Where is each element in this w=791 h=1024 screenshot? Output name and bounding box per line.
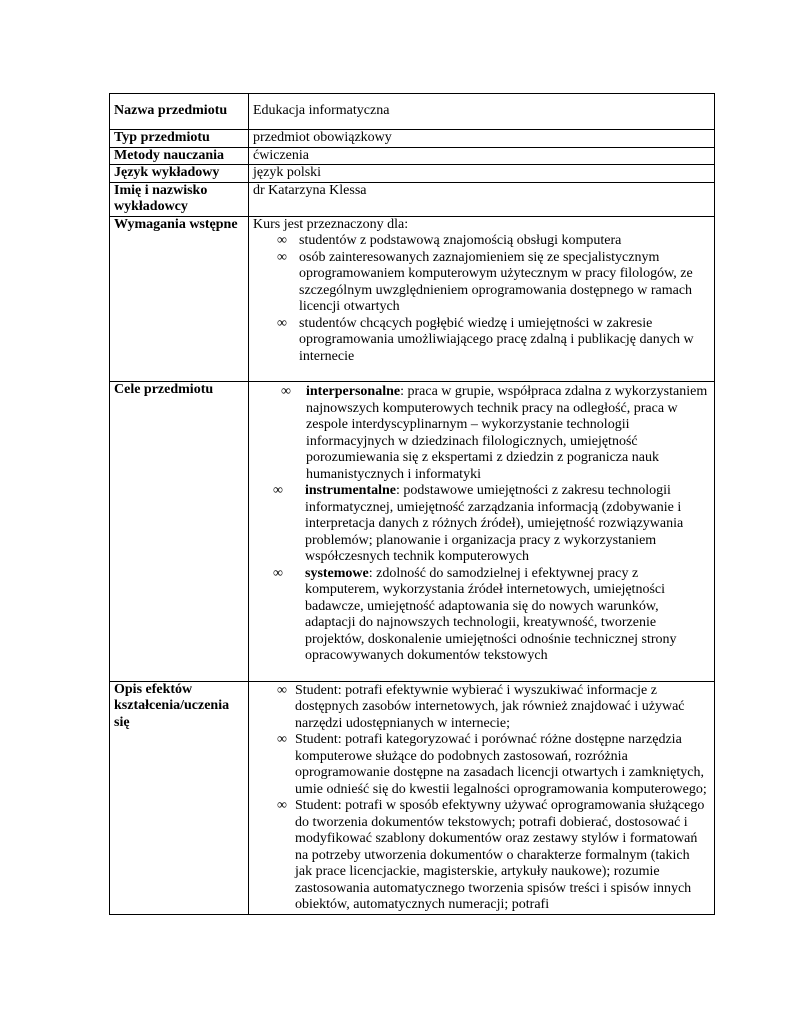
label-efekty-ksztalcenia: Opis efektów kształcenia/uczenia się [110, 681, 249, 914]
label-nazwa-przedmiotu: Nazwa przedmiotu [110, 94, 249, 130]
list-item: ∞ Student: potrafi kategoryzować i porównać różne dostępne narzędzia komputerowe służące do podobnych zastosowań, rozróżnia oprogramowanie dostępne na zasadach licencji otwartych i zamkniętych, umie odnieść się do kwestii legalności oprogramowania komputerowego; [277, 732, 707, 797]
row-typ-przedmiotu [110, 130, 715, 148]
infinity-bullet-icon: ∞ [277, 732, 287, 747]
list-item: ∞ osób zainteresowanych zaznajomieniem się ze specjalistycznym oprogramowaniem komputerowym użytecznym w pracy filologów, ze szczególnym uwzględnieniem oprogramowania dostępnego w ramach licencji otwartych [277, 249, 693, 314]
value-efekty-ksztalcenia [249, 681, 715, 914]
infinity-bullet-icon: ∞ [277, 798, 287, 813]
row-wykladowca [110, 182, 715, 216]
list-item: ∞ instrumentalne: podstawowe umiejętności z zakresu technologii informatycznej, umiejętność zarządzania informacją (zdobywanie i interpretacja danych z różnych źródeł), umiejętność rozwiązywania problemów; planowanie i organizacja pracy z wykorzystaniem współczesnych technik komputerowych [273, 483, 684, 564]
value-typ-przedmiotu: przedmiot obowiązkowy [249, 130, 715, 148]
row-wymagania-wstepne [110, 216, 715, 382]
label-cele-przedmiotu: Cele przedmiotu [110, 382, 249, 682]
list-item: ∞ interpersonalne: praca w grupie, współpraca zdalna z wykorzystaniem najnowszych komputerowych technik pracy na odległość, praca w zespole interdyscyplinarnym – wykorzystanie technologii informacyjnych w dziedzinach filologicznych, umiejętność porozumiewania się z ekspertami z dziedzin z pogranicza nauk humanistycznych i informatyki [281, 384, 708, 482]
list-item: ∞ systemowe: zdolność do samodzielnej i efektywnej pracy z komputerem, wykorzystania źródeł internetowych, umiejętności badawcze, umiejętność adaptowania się do nowych warunków, adaptacji do najnowszych technologii, kreatywność, tworzenie projektów, doskonalenie umiejętności odnośnie technicznej strony opracowywanych dokumentów tekstowych [273, 565, 677, 663]
row-jezyk-wykladowy [110, 165, 715, 183]
infinity-bullet-icon: ∞ [273, 483, 283, 498]
value-cele-przedmiotu [249, 382, 715, 682]
row-cele-przedmiotu [110, 382, 715, 682]
infinity-bullet-icon: ∞ [277, 682, 287, 698]
course-syllabus-page [109, 93, 714, 915]
label-jezyk-wykladowy: Język wykładowy [110, 165, 249, 183]
cele-list [253, 384, 710, 665]
label-typ-przedmiotu: Typ przedmiotu [110, 130, 249, 148]
infinity-bullet-icon: ∞ [273, 565, 283, 581]
infinity-bullet-icon: ∞ [277, 315, 287, 331]
wymagania-intro: Kurs jest przeznaczony dla: [253, 216, 409, 232]
goal-term: systemowe [305, 565, 369, 581]
value-metody-nauczania: ćwiczenia [249, 147, 715, 165]
list-item: ∞ Student: potrafi w sposób efektywny używać oprogramowania służącego do tworzenia dokumentów tekstowych; potrafi dobierać, dostosować i modyfikować szablony dokumentów oraz zestawy stylów i formatowań na potrzeby utworzenia dokumentów o charakterze formalnym (takich jak prace licencjackie, magisterskie, artykuły naukowe); rozumie zastosowania automatycznego tworzenia spisów treści i spisów innych obiektów, automatycznych numeracji; potrafi [277, 798, 705, 912]
infinity-bullet-icon: ∞ [281, 384, 291, 399]
value-wykladowca: dr Katarzyna Klessa [249, 182, 715, 216]
infinity-bullet-icon: ∞ [277, 233, 287, 248]
list-item: ∞ studentów chcących pogłębić wiedzę i umiejętności w zakresie oprogramowania umożliwiającego pracę zdalną i publikację danych w internecie [277, 315, 694, 364]
label-wymagania-wstepne: Wymagania wstępne [110, 216, 249, 382]
list-item: ∞ studentów z podstawową znajomością obsługi komputera [277, 233, 622, 248]
row-efekty-ksztalcenia [110, 681, 715, 914]
value-wymagania-wstepne [249, 216, 715, 382]
list-item: ∞ Student: potrafi efektywnie wybierać i wyszukiwać informacje z dostępnych zasobów internetowych, jak również znajdować i używać narzędzi udostępnianych w internecie; [277, 682, 685, 731]
label-wykladowca: Imię i nazwisko wykładowcy [110, 182, 249, 216]
label-metody-nauczania: Metody nauczania [110, 147, 249, 165]
goal-term: instrumentalne [305, 483, 396, 498]
row-nazwa-przedmiotu [110, 94, 715, 130]
value-nazwa-przedmiotu: Edukacja informatyczna [249, 94, 715, 130]
course-info-table [109, 93, 715, 915]
row-metody-nauczania [110, 147, 715, 165]
wymagania-list [253, 233, 710, 365]
infinity-bullet-icon: ∞ [277, 249, 287, 265]
efekty-list [253, 683, 710, 914]
value-jezyk-wykladowy: język polski [249, 165, 715, 183]
goal-term: interpersonalne [306, 384, 401, 399]
